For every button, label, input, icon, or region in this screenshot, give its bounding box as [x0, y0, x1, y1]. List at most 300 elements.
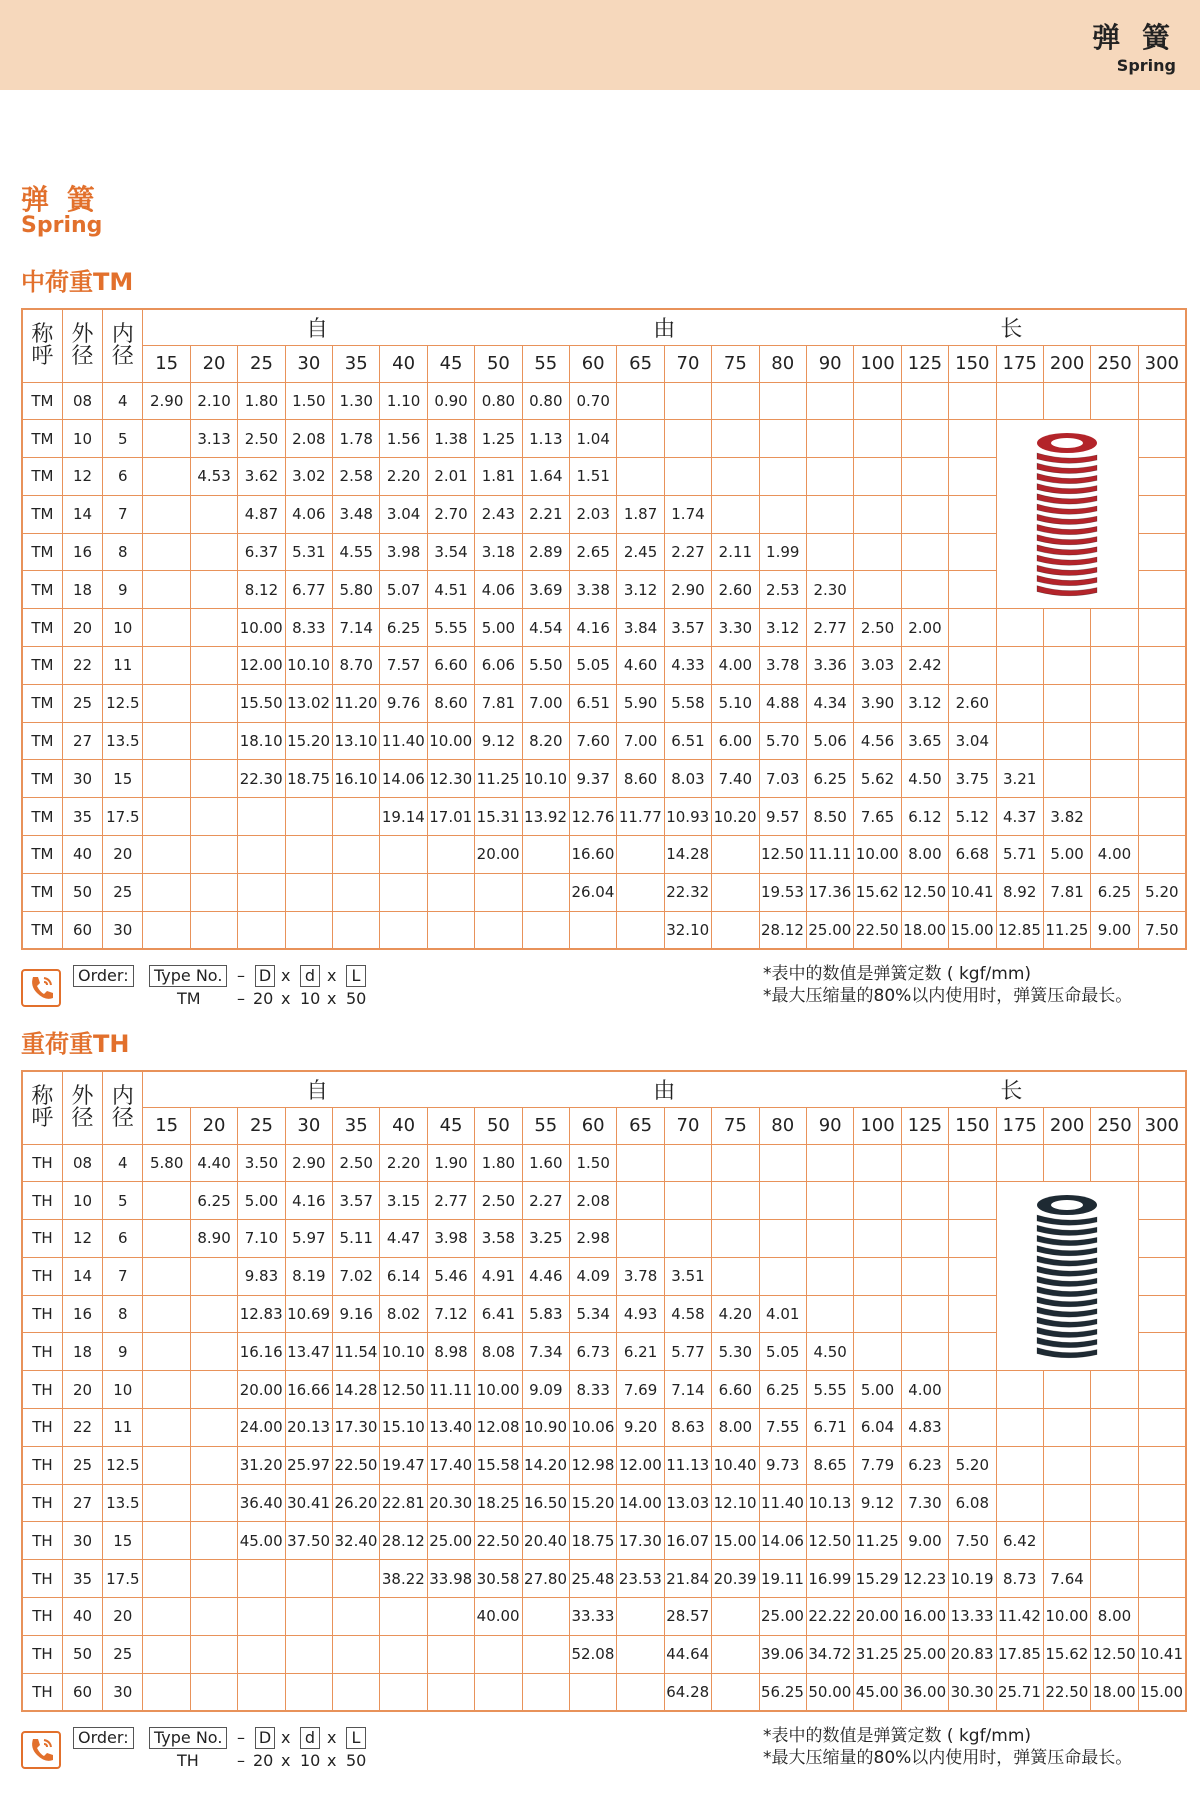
spring-constant-cell: [949, 609, 996, 647]
spring-constant-cell: 3.58: [475, 1220, 522, 1258]
spring-constant-cell: [333, 836, 380, 874]
spring-constant-cell: 7.14: [664, 1371, 711, 1409]
spring-constant-cell: 12.50: [901, 873, 948, 911]
spring-constant-cell: 9.73: [759, 1446, 806, 1484]
type-no-label: Type No.: [149, 965, 227, 987]
spring-constant-cell: 20.30: [427, 1484, 474, 1522]
spring-constant-cell: 16.16: [238, 1333, 285, 1371]
note-compression: *最大压缩量的80%以内使用时，弹簧压命最长。: [763, 986, 1133, 1006]
spring-constant-cell: [190, 1257, 237, 1295]
spring-constant-cell: 30.30: [949, 1673, 996, 1711]
spring-constant-cell: [522, 836, 569, 874]
spring-constant-cell: 6.25: [806, 760, 853, 798]
free-length-word: 长: [1000, 1078, 1023, 1104]
spring-constant-cell: 3.54: [427, 533, 474, 571]
spring-constant-cell: 5.00: [475, 609, 522, 647]
row-inner-diameter: 17.5: [103, 1560, 143, 1598]
row-name: TH: [22, 1220, 62, 1258]
free-length-word: 自: [306, 316, 329, 342]
spring-constant-cell: [143, 1295, 190, 1333]
spring-constant-cell: [190, 495, 237, 533]
spring-constant-cell: 10.00: [475, 1371, 522, 1409]
spring-constant-cell: [617, 1182, 664, 1220]
spring-constant-cell: 4.83: [901, 1409, 948, 1447]
spring-constant-cell: [522, 873, 569, 911]
spring-constant-cell: [285, 798, 332, 836]
note-spring-constant: *表中的数值是弹簧定数 ( kgf/mm): [763, 1726, 1032, 1746]
spring-constant-cell: 38.22: [380, 1560, 427, 1598]
spring-constant-cell: 1.51: [570, 458, 617, 496]
spring-constant-cell: 15.20: [570, 1484, 617, 1522]
spring-constant-cell: 4.56: [854, 722, 901, 760]
spring-constant-cell: 5.55: [427, 609, 474, 647]
spring-constant-cell: [1091, 1409, 1138, 1447]
spring-constant-cell: [143, 1220, 190, 1258]
spring-constant-cell: [238, 836, 285, 874]
spring-constant-cell: 3.78: [759, 647, 806, 685]
spring-constant-cell: 3.02: [285, 458, 332, 496]
spring-constant-cell: [285, 911, 332, 949]
spring-constant-cell: 4.50: [806, 1333, 853, 1371]
spring-constant-cell: 4.47: [380, 1220, 427, 1258]
length-header: 65: [617, 1107, 664, 1144]
spring-constant-cell: 8.20: [522, 722, 569, 760]
length-header: 125: [901, 345, 948, 382]
spring-constant-cell: 5.00: [238, 1182, 285, 1220]
spring-constant-cell: [333, 1673, 380, 1711]
spring-constant-cell: 5.20: [1138, 873, 1186, 911]
row-name: TH: [22, 1598, 62, 1636]
spring-constant-cell: 7.03: [759, 760, 806, 798]
spring-constant-cell: [427, 1635, 474, 1673]
spring-constant-cell: 10.10: [285, 647, 332, 685]
spring-constant-cell: 2.50: [475, 1182, 522, 1220]
spring-constant-cell: [143, 495, 190, 533]
row-outer-diameter: 27: [62, 722, 102, 760]
spring-constant-cell: [712, 495, 759, 533]
spring-constant-cell: 7.34: [522, 1333, 569, 1371]
spring-constant-cell: 4.09: [570, 1257, 617, 1295]
spring-constant-cell: 23.53: [617, 1560, 664, 1598]
table-row: [22, 684, 1186, 722]
spring-constant-cell: [1138, 1409, 1186, 1447]
spring-constant-cell: [1138, 760, 1186, 798]
length-header: 30: [285, 1107, 332, 1144]
spring-constant-cell: 5.34: [570, 1295, 617, 1333]
spring-constant-cell: 20.83: [949, 1635, 996, 1673]
spring-constant-cell: 8.08: [475, 1333, 522, 1371]
spring-constant-cell: 13.03: [664, 1484, 711, 1522]
spring-constant-cell: [1138, 1446, 1186, 1484]
spring-constant-cell: 12.50: [1091, 1635, 1138, 1673]
th-order-row: [21, 1725, 1187, 1773]
spring-constant-cell: [1043, 1522, 1090, 1560]
spring-constant-cell: 16.00: [901, 1598, 948, 1636]
length-header: 150: [949, 345, 996, 382]
spring-constant-cell: 5.10: [712, 684, 759, 722]
spring-constant-cell: 2.60: [712, 571, 759, 609]
example-type: TM: [177, 989, 201, 1008]
length-header: 175: [996, 1107, 1043, 1144]
spring-constant-cell: 8.33: [285, 609, 332, 647]
spring-constant-cell: [712, 1182, 759, 1220]
table-row: [22, 1635, 1186, 1673]
spring-constant-cell: [190, 1295, 237, 1333]
phone-icon: [21, 1731, 61, 1769]
spring-constant-cell: [1091, 798, 1138, 836]
spring-constant-cell: [427, 1598, 474, 1636]
row-name: TH: [22, 1257, 62, 1295]
spring-constant-cell: 37.50: [285, 1522, 332, 1560]
spring-constant-cell: [143, 1333, 190, 1371]
spring-constant-cell: 20.00: [475, 836, 522, 874]
spring-constant-cell: [1043, 1371, 1090, 1409]
spring-constant-cell: 3.62: [238, 458, 285, 496]
spring-constant-cell: [949, 420, 996, 458]
row-inner-diameter: 13.5: [103, 1484, 143, 1522]
length-header: 200: [1043, 345, 1090, 382]
spring-constant-cell: [522, 1673, 569, 1711]
spring-constant-cell: [333, 1560, 380, 1598]
spring-constant-cell: [333, 873, 380, 911]
spring-constant-cell: 17.30: [333, 1409, 380, 1447]
section-title-cn: 弹 簧: [21, 183, 99, 216]
coil-spring-icon: [1032, 429, 1102, 599]
spring-constant-cell: [854, 1333, 901, 1371]
name-header: 称 呼: [22, 309, 62, 382]
spring-constant-cell: 5.20: [949, 1446, 996, 1484]
spring-constant-cell: 12.00: [617, 1446, 664, 1484]
spring-constant-cell: 5.05: [759, 1333, 806, 1371]
table-row: [22, 1522, 1186, 1560]
spring-constant-cell: [522, 1598, 569, 1636]
spring-constant-cell: [1043, 1484, 1090, 1522]
th-title: 重荷重TH: [21, 1030, 130, 1058]
spring-constant-cell: [759, 1144, 806, 1182]
spring-constant-cell: [712, 1257, 759, 1295]
header-row-2: [22, 1107, 1186, 1144]
length-header: 125: [901, 1107, 948, 1144]
spring-constant-cell: 15.58: [475, 1446, 522, 1484]
spring-constant-cell: [190, 1635, 237, 1673]
spring-constant-cell: 7.40: [712, 760, 759, 798]
row-inner-diameter: 6: [103, 458, 143, 496]
spring-constant-cell: 5.31: [285, 533, 332, 571]
spring-constant-cell: [949, 1220, 996, 1258]
spring-constant-cell: [1138, 495, 1186, 533]
length-header: 100: [854, 1107, 901, 1144]
spring-constant-cell: [143, 1484, 190, 1522]
spring-constant-cell: [143, 1182, 190, 1220]
spring-constant-cell: 13.33: [949, 1598, 996, 1636]
spring-constant-cell: 4.34: [806, 684, 853, 722]
x-symbol: x: [327, 1728, 337, 1747]
section-title-en: Spring: [21, 213, 103, 238]
spring-constant-cell: [617, 911, 664, 949]
spring-constant-cell: 2.65: [570, 533, 617, 571]
spring-constant-cell: [190, 873, 237, 911]
spring-constant-cell: 12.00: [238, 647, 285, 685]
spring-constant-cell: 8.60: [427, 684, 474, 722]
spring-constant-cell: [380, 873, 427, 911]
spring-constant-cell: [333, 911, 380, 949]
spring-constant-cell: 15.29: [854, 1560, 901, 1598]
length-header: 175: [996, 345, 1043, 382]
spring-constant-cell: 7.65: [854, 798, 901, 836]
length-header: 100: [854, 345, 901, 382]
spring-constant-cell: 15.00: [712, 1522, 759, 1560]
spring-constant-cell: 24.00: [238, 1409, 285, 1447]
spring-constant-cell: 3.98: [427, 1220, 474, 1258]
spring-constant-cell: 34.72: [806, 1635, 853, 1673]
row-inner-diameter: 30: [103, 911, 143, 949]
row-outer-diameter: 14: [62, 1257, 102, 1295]
spring-constant-cell: 5.30: [712, 1333, 759, 1371]
length-header: 55: [522, 1107, 569, 1144]
spring-constant-cell: [1043, 760, 1090, 798]
table-row: [22, 722, 1186, 760]
spring-constant-cell: [712, 420, 759, 458]
spring-constant-cell: 1.30: [333, 382, 380, 420]
row-inner-diameter: 13.5: [103, 722, 143, 760]
length-header: 90: [806, 1107, 853, 1144]
row-inner-diameter: 12.5: [103, 684, 143, 722]
row-outer-diameter: 22: [62, 647, 102, 685]
spring-constant-cell: [996, 684, 1043, 722]
spring-constant-cell: [1091, 684, 1138, 722]
spring-constant-cell: 4.46: [522, 1257, 569, 1295]
table-row: [22, 382, 1186, 420]
spring-constant-cell: 2.58: [333, 458, 380, 496]
row-name: TH: [22, 1295, 62, 1333]
example-length: 50: [346, 1751, 367, 1770]
spring-constant-cell: [1091, 722, 1138, 760]
spring-constant-cell: 6.41: [475, 1295, 522, 1333]
spring-constant-cell: 5.00: [1043, 836, 1090, 874]
spring-constant-cell: [996, 1446, 1043, 1484]
example-dash: –: [237, 989, 245, 1008]
row-inner-diameter: 11: [103, 1409, 143, 1447]
spring-constant-cell: 22.50: [1043, 1673, 1090, 1711]
example-dash: –: [237, 1751, 245, 1770]
spring-constant-cell: [143, 1635, 190, 1673]
spring-constant-cell: [854, 1182, 901, 1220]
spring-constant-cell: 5.58: [664, 684, 711, 722]
row-inner-diameter: 20: [103, 836, 143, 874]
spring-constant-cell: 2.42: [901, 647, 948, 685]
spring-constant-cell: 7.12: [427, 1295, 474, 1333]
spring-constant-cell: [1138, 1295, 1186, 1333]
spring-constant-cell: 3.69: [522, 571, 569, 609]
spring-constant-cell: 10.06: [570, 1409, 617, 1447]
spring-constant-cell: [285, 1635, 332, 1673]
length-header: 40: [380, 345, 427, 382]
spring-constant-cell: [854, 1295, 901, 1333]
spring-constant-cell: 1.78: [333, 420, 380, 458]
spring-constant-cell: [806, 420, 853, 458]
spring-constant-cell: 6.04: [854, 1409, 901, 1447]
example-outer: 20: [253, 1751, 274, 1770]
spring-constant-cell: [712, 1673, 759, 1711]
spring-constant-cell: 15.50: [238, 684, 285, 722]
table-row: [22, 798, 1186, 836]
row-inner-diameter: 5: [103, 420, 143, 458]
spring-constant-cell: [285, 1598, 332, 1636]
length-header: 25: [238, 1107, 285, 1144]
table-row: [22, 836, 1186, 874]
example-x: x: [327, 1751, 337, 1770]
spring-constant-cell: [854, 458, 901, 496]
spring-constant-cell: 1.81: [475, 458, 522, 496]
spring-constant-cell: [854, 1220, 901, 1258]
spring-constant-cell: 12.83: [238, 1295, 285, 1333]
spring-constant-cell: [190, 1446, 237, 1484]
spring-constant-cell: 5.46: [427, 1257, 474, 1295]
row-inner-diameter: 20: [103, 1598, 143, 1636]
spring-constant-cell: 2.45: [617, 533, 664, 571]
spring-constant-cell: 3.48: [333, 495, 380, 533]
spring-constant-cell: 1.50: [570, 1144, 617, 1182]
spring-constant-cell: 3.75: [949, 760, 996, 798]
spring-constant-cell: 4.53: [190, 458, 237, 496]
spring-constant-cell: [901, 495, 948, 533]
length-header: 80: [759, 1107, 806, 1144]
row-inner-diameter: 8: [103, 533, 143, 571]
th-spring-table: [21, 1070, 1187, 1712]
spring-constant-cell: [143, 1522, 190, 1560]
spring-constant-cell: 30.58: [475, 1560, 522, 1598]
spring-constant-cell: [143, 684, 190, 722]
d-outer-label: D: [255, 965, 275, 987]
row-outer-diameter: 12: [62, 1220, 102, 1258]
table-row: [22, 873, 1186, 911]
spring-constant-cell: 10.10: [522, 760, 569, 798]
spring-constant-cell: [1138, 1522, 1186, 1560]
spring-constant-cell: [901, 1333, 948, 1371]
spring-constant-cell: 2.03: [570, 495, 617, 533]
spring-constant-cell: [806, 1257, 853, 1295]
spring-constant-cell: 25.00: [806, 911, 853, 949]
spring-constant-cell: 3.04: [949, 722, 996, 760]
spring-constant-cell: [806, 1182, 853, 1220]
row-inner-diameter: 10: [103, 609, 143, 647]
example-x: x: [281, 989, 291, 1008]
table-row: [22, 760, 1186, 798]
spring-constant-cell: [427, 1673, 474, 1711]
spring-constant-cell: [143, 1446, 190, 1484]
header-title-en: Spring: [1116, 56, 1176, 75]
spring-constant-cell: 17.01: [427, 798, 474, 836]
spring-constant-cell: 15.10: [380, 1409, 427, 1447]
spring-constant-cell: 36.00: [901, 1673, 948, 1711]
spring-constant-cell: 8.02: [380, 1295, 427, 1333]
spring-constant-cell: 7.10: [238, 1220, 285, 1258]
spring-constant-cell: [522, 1635, 569, 1673]
spring-constant-cell: [901, 1220, 948, 1258]
spring-constant-cell: [143, 1257, 190, 1295]
spring-constant-cell: 12.98: [570, 1446, 617, 1484]
spring-constant-cell: 25.00: [901, 1635, 948, 1673]
table-row: [22, 1484, 1186, 1522]
spring-constant-cell: 16.60: [570, 836, 617, 874]
spring-constant-cell: [712, 1144, 759, 1182]
length-header: 25: [238, 345, 285, 382]
spring-constant-cell: 3.90: [854, 684, 901, 722]
spring-constant-cell: 20.00: [854, 1598, 901, 1636]
spring-constant-cell: [380, 911, 427, 949]
spring-constant-cell: 4.50: [901, 760, 948, 798]
spring-constant-cell: 6.00: [712, 722, 759, 760]
spring-constant-cell: 1.25: [475, 420, 522, 458]
inner-diameter-header: 内 径: [103, 1071, 143, 1144]
spring-constant-cell: [143, 647, 190, 685]
spring-constant-cell: [143, 798, 190, 836]
spring-constant-cell: [901, 382, 948, 420]
spring-constant-cell: [190, 911, 237, 949]
dash-symbol: –: [237, 1728, 245, 1747]
spring-constant-cell: 4.00: [901, 1371, 948, 1409]
spring-constant-cell: 13.02: [285, 684, 332, 722]
spring-constant-cell: 1.80: [238, 382, 285, 420]
table-row: [22, 609, 1186, 647]
spring-constant-cell: 6.73: [570, 1333, 617, 1371]
spring-constant-cell: [759, 495, 806, 533]
order-label: Order:: [73, 965, 134, 987]
spring-constant-cell: 10.69: [285, 1295, 332, 1333]
length-header: 35: [333, 1107, 380, 1144]
spring-constant-cell: [427, 873, 474, 911]
spring-constant-cell: 11.11: [806, 836, 853, 874]
row-outer-diameter: 16: [62, 1295, 102, 1333]
spring-constant-cell: 3.50: [238, 1144, 285, 1182]
spring-constant-cell: [949, 495, 996, 533]
spring-constant-cell: 11.40: [380, 722, 427, 760]
spring-constant-cell: [901, 571, 948, 609]
spring-constant-cell: 16.99: [806, 1560, 853, 1598]
row-outer-diameter: 16: [62, 533, 102, 571]
row-name: TM: [22, 760, 62, 798]
spring-constant-cell: [712, 1635, 759, 1673]
spring-constant-cell: 8.19: [285, 1257, 332, 1295]
length-header: 45: [427, 1107, 474, 1144]
spring-constant-cell: 2.08: [570, 1182, 617, 1220]
spring-constant-cell: 3.21: [996, 760, 1043, 798]
spring-constant-cell: 2.00: [901, 609, 948, 647]
spring-constant-cell: [949, 1409, 996, 1447]
spring-constant-cell: 20.40: [522, 1522, 569, 1560]
spring-constant-cell: 25.00: [759, 1598, 806, 1636]
spring-constant-cell: 1.38: [427, 420, 474, 458]
spring-constant-cell: [380, 1598, 427, 1636]
spring-constant-cell: [854, 533, 901, 571]
spring-constant-cell: 5.62: [854, 760, 901, 798]
spring-constant-cell: 3.04: [380, 495, 427, 533]
spring-constant-cell: 3.65: [901, 722, 948, 760]
spring-constant-cell: [143, 1673, 190, 1711]
spring-constant-cell: 7.57: [380, 647, 427, 685]
spring-constant-cell: 8.00: [712, 1409, 759, 1447]
spring-constant-cell: [854, 1257, 901, 1295]
length-header: 300: [1138, 345, 1186, 382]
spring-constant-cell: 19.14: [380, 798, 427, 836]
spring-constant-cell: [333, 1635, 380, 1673]
spring-constant-cell: [1138, 1182, 1186, 1220]
spring-constant-cell: 3.12: [901, 684, 948, 722]
spring-constant-cell: 10.40: [712, 1446, 759, 1484]
spring-constant-cell: 12.50: [806, 1522, 853, 1560]
spring-constant-cell: [712, 836, 759, 874]
spring-constant-cell: 16.10: [333, 760, 380, 798]
